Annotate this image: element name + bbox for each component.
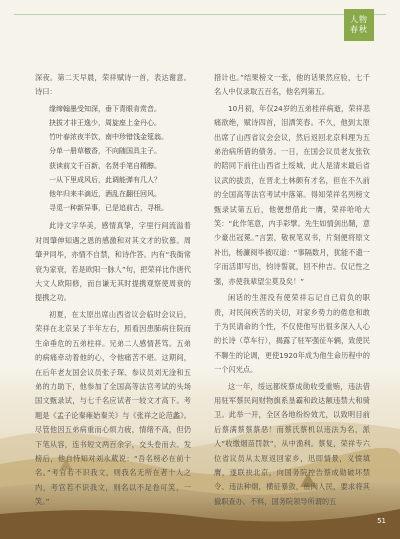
paragraph: 深夜。第二天早晨，荣祥赋诗一首，表达谢意。诗曰：: [35, 73, 191, 97]
page-number: 51: [377, 517, 386, 525]
left-column: [35, 71, 191, 512]
paragraph: 这一年，绥远都统蔡成勋收受重贿，违法借用驻军蔡民间财物旗系垦霸和政达额违禁大和骑卫。此举一开，全区各地纷纷效尤，以致明目前后蔡满蔡蔡蔡恶！而蔡氏蔡机以违法为名，派人“收缴烟苗罚款”，从中渔利。蔡复，荣祥专六位省议员从太原返回家乡，迅即情景，义愤填膺，遂联袂北京，向国务院控告蔡成勋破坏禁令、违法种烟，横征暴敛，鱼肉人民，要求将其撤职查办。不料，国务院领导所谓的五: [214, 381, 370, 506]
poem-line: 他年归来丰滴近，酒乱在翻任回风。: [49, 190, 161, 199]
right-column: [214, 71, 370, 511]
poem-line: 寻觅一种新异事，已是追前古，寻根。: [49, 204, 168, 213]
column-badge: [344, 9, 374, 41]
paragraph: 初夏，在太原出席山西省议会临时会议后，荣祥在北京呆了半年左右，照看因患肺病住院而生命垂危的五弟柱祥。兄弟二人感情甚笃。五弟的病痛牵动着他的心，令他痛苦不堪。这期间，在后年老友国会议员张子琛、参议员刘无淦和五弟的力助下，他参加了全国高等法官考试的头场国文甄录试，与七千名应试者一较文才高下。考题是《孟子论秦雍始秦关》与《张祥之论范蠡》。尽管他因五弟病重而心烦力疲，情绪不高，但仍下笔从容，连书短文两百余字，交头卷而去。发榜后，他自恃知对刘永葳说：“吾名榜必在前十名。”考官若不识我文，则我名无所在者十人之内，考官若不识我文，则名以不足卷可笑，一笑。”: [35, 309, 191, 507]
poem-line: 抉拔才非王逸少，周旋座上金丹心。: [49, 119, 161, 128]
poem-line: 获读前文千百新，名贤手笔自精醇。: [49, 161, 161, 170]
poem-line: 一从下里成风后，此调能弹有几人？: [49, 175, 161, 184]
paragraph: 10月初，年仅24岁的五弟桂祥病逝，荣祥悲痛欲绝，赋诗四首，泪洒笑春。不久，他到太原出席了山西省议会会议，然后返回北京料理为五弟治病所借的债务。一日，在国会议员老友张钦的陪同下前往山西省土绥城，此人是清末最后省议武的拔贡，在晋北土林颇有才名，但在不久前的全国高等法官考试中落第。得知荣祥名列榜文甄录试第五后，他便想借此一膺，荣祥哈哈大笑：“此作笔意，内手彩擘。先生如情剑出鞘，意少豪出冠冕。”言罢，敬祝笔双书，片刻便将原文补出，杨濂阅毕被叹道：“事隔数月，犹能不遗一字而活即写出，钧诗誓就，回不仲吉。仅记性之强，亦使我辈望尘莫及矣！”: [214, 103, 370, 286]
poem-line: 缘缔翰墨受知深，垂下青眼肯赏音。: [49, 104, 161, 113]
poem-line: 分单一册草檄香，不向随国具主子。: [49, 147, 161, 156]
paragraph: 此诗文字华美，感情真挚，字里行间流溢着对周肇伸知遇之恩的感激和对其文才的钦慕。周肇尹同毕，亦情不自禁，和诗作答。内有“我衙常衰为家衰，若是欧阳一脉人”句，把荣祥比作唐代大文人欧阳修，而自谦无其时提携观察使周衰的提携之功。: [35, 221, 191, 303]
paragraph: 措计也。”结果榜文一张，他的话果然应验，七千名人中仅录取五百名，他名列第五。: [214, 73, 370, 97]
badge-line-1: 人物: [350, 15, 368, 24]
header-rule: [14, 14, 386, 15]
poem: [35, 102, 191, 216]
badge-line-2: 春秋: [350, 25, 368, 34]
paragraph: 闲话的生涯没有使荣祥忘记自己肩负的职责，对民间疾苦的关切，对家乡势力的倦怠和敢于为民请命的个性，不仅使他写出很多深入人心的长诗（草车行），揭露了驻军强征车辆，致使民不聊生的论调，更使1920年成为他生命历程中的一个闪光点。: [214, 293, 370, 375]
poem-line: 竹叶春浓夜半饮，南中珍错饯金筵翁。: [49, 133, 168, 142]
